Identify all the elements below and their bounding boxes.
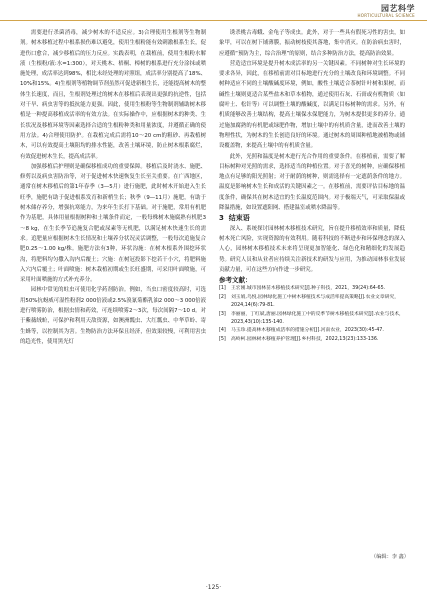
paragraph: 营造适宜环境是提升树木成活率的另一关键因素。不同树种对生长环境的要求各异，因此，在移植前需对目标地进行充分的土壤改良和环境调整。不同树种适应不同的土壤酸碱度环境，例如，酸性土壤适合茶树针叶树和果树，而碱性土壤则更适合某些盐木和草本植物，通过使用石灰、石膏或有机物质（如腐叶土、松针等）可以调整土壤的酸碱度，以满足目标树种的需求。另外，有机质能够改善土壤结构，提高土壤保水保肥能力，为树木提供更多的养分。通过施加腐熟的有机肥或绿肥作物，增加土壤中的有机质含量，进而改善土壤的物理性状，为树木的生长创造良好的环境。通过树木的周围种植地被植物或铺设覆盖物，来提高土壤中的有机质含量。 bbox=[219, 60, 405, 150]
reference-text: 高岭柯.园林树木移植养护管理[J].乡村科技，2022,13(23):133-136. bbox=[231, 336, 379, 342]
section-title: 结束语 bbox=[228, 214, 250, 223]
journal-title-en: HORTICULTURAL SCIENCE bbox=[357, 13, 415, 18]
reference-item bbox=[219, 294, 405, 311]
reference-number: [1] bbox=[219, 286, 226, 292]
header-divider bbox=[0, 20, 427, 21]
left-column bbox=[20, 28, 206, 347]
conclusion-paragraph: 深入、系统探讨园林树木移植技术研究，旨在提升移植效率和质量，降低树木死亡风险，实现资源的有效利用。随着科技的不断进步和环保理念的深入人心，园林树木移植技术未来将呈现更加智能化、绿色化和精细化的发展趋势。研究人员和从业者应持续关注新技术的研发与应用，为推动园林事业发展贡献力量，可在这些方向作进一步研究。 bbox=[219, 225, 405, 273]
reference-item bbox=[219, 285, 405, 293]
paragraph: 诱杀桃古毒蛾、金龟子等成虫。此外，对于一些具有假死习性的害虫，如象甲，可以在树下铺薄膜，振动树枝使其落地，集中消灭。在防治病虫害时，应遵循“预防为主，综合治理”的原则，结合多种防治方法，提高防治效果。 bbox=[219, 30, 405, 57]
journal-title-cn: 园艺科学 bbox=[381, 4, 415, 13]
reference-list bbox=[219, 285, 405, 344]
paragraph: 加强移植后护理则是确保移植成功的重要保障。移植后及时浇水、施肥、修剪以及病虫害防治等，对于促进树木快速恢复生长至关重要。在广西地区，通常在树木移植后的第1年春季（3—5月）进行施肥，此时树木开始进入生长旺季，施肥有助于促进根系发育和新梢生长；秋季（9—11月）施肥，有助于树木储存养分，增强抗寒能力，为来年生长打下基础。对于施肥，常用有机肥作为基肥，具体用量根据树种和土壤条件而定，一般每株树木施腐熟有机肥3～8 kg，在生长季节追施复合肥或尿素等无机肥，以满足树木快速生长的需求。追肥量应根据树木生长情况和土壤养分状况灵活调整，一般每次追施复合肥0.25～1.00 kg/株。施肥方法有3种，环状沟施：在树木根系外围挖环状沟，将肥料均匀撒入沟内后覆土；穴施：在树冠投影下挖若干小穴，将肥料施入穴内后覆土；叶面喷施：树木栽植初期或生长旺盛期，可采用叶面喷施，可采用叶面喷施的方式补充养分。 bbox=[20, 163, 206, 284]
reference-number: [2] bbox=[219, 294, 226, 300]
references-heading: 参考文献： bbox=[219, 276, 252, 285]
right-column bbox=[219, 28, 405, 344]
reference-number: [3] bbox=[219, 311, 226, 317]
reference-text: 刘玉娟,乌悦.园林绿化施工中树木移植技术与成活率提高策略[J].农业文章研究，2024,14(6):79-81. bbox=[231, 294, 400, 309]
reference-item bbox=[219, 336, 405, 344]
running-header bbox=[0, 0, 427, 24]
reference-text: 王宏刚.城市园林苗木移植技术研究[J].种子科技，2021，39(24):64-65. bbox=[231, 286, 386, 292]
reference-item bbox=[219, 311, 405, 328]
page-number: ·125· bbox=[205, 584, 222, 591]
paragraph: 此外，光照和温度是树木进行光合作用的重要条件。在移植前，需要了解目标树种对光照的需求，选择适当的种植位置。对于喜光的树种，应确保移植地点有足够的阳光照射；对于耐荫的树种，则需选择有一定遮荫条件的地方。温度是影响树木生长和成活的关键因素之一。在移植前，需要评估目标地的温度条件，确保其在树木适宜的生长温度范围内。对于极端天气，可采取保温或降温措施，如设置遮阳网、搭建温室或喷水降温等。 bbox=[219, 153, 405, 212]
section-heading bbox=[219, 213, 405, 223]
reference-text: 马玉珍.提高林木移植成活率的措施分析[J].河南农业，2023(30):45-47. bbox=[231, 328, 384, 334]
reference-text: 李丽丽，丁红斌,唐丽.园林绿化施工中的反季节树木移植技术研究[J].农业与技术，2023,43(10):135-140. bbox=[231, 311, 404, 326]
paragraph: 园林中常见的蛀虫可使用化学药剂防治。例如，当虫口密度较高时，可选用50%抗蚜威可湿性粉剂2 000倍液或2.5%溴氰菊酯乳油2 000～3 000倍液进行喷雾防治，根据虫情和药效，可连续喷雾2～3次，每次间隔7～10 d。对于紫薇绒蚧，可保护和利用天敌资源，如澳洲瓢虫、大红瓢虫、中华草蛉、寄生蜂等，以控制其为害。生物防治方法环保且经济，但效果较慢，可利用害虫的趋光性，使用黑光灯 bbox=[20, 287, 206, 345]
section-number: 3 bbox=[219, 214, 224, 223]
editor-credit: （编辑：李 鑫） bbox=[371, 554, 409, 560]
paragraph: 需要进行杀菌消毒，减少树木的不适反应。3)合理使用生根剂等生物制剂。树木移植过程中根系损伤难以避免，使用生根粉能有效刺激根系生长，促进伤口愈合，减少移植后的压力反应。实践表明，在栽植前，使用生根粉水解液（生根粉/液:水=1:300），对天桃木、梧桐、樟树的根系进行充分涂抹或喷施处理，成活率达到98%，相比未经处理的对照组，成活率分别提高了18%、10%和15%。4)生根剂等植物调节剂虽然可促进新根生长，还能提高树木的整体生长速度，而且，生根剂处理过的树木在移植后表现出更强的抗逆性，包括对干旱、病虫害等的抵抗能力更强。因此，使用生根粉等生物制剂辅助树木移植是一种提高移植成活率的有效方法。在实际操作中，应根据树木的种类、生长状况及移植环境等因素选择合适的生根粉种类和用量浓度，并遵循正确的使用方法。4)合理使用防护。在栽植完成后需将10～20 cm的粗砂、再栽植树木，可以有效提高土壤阻均的排水性能，改善土壤环境，防止树木根系腐烂，有效促进树木生长，提高成活率。 bbox=[20, 30, 206, 160]
reference-number: [4] bbox=[219, 328, 226, 334]
reference-number: [5] bbox=[219, 336, 226, 342]
reference-item bbox=[219, 327, 405, 335]
